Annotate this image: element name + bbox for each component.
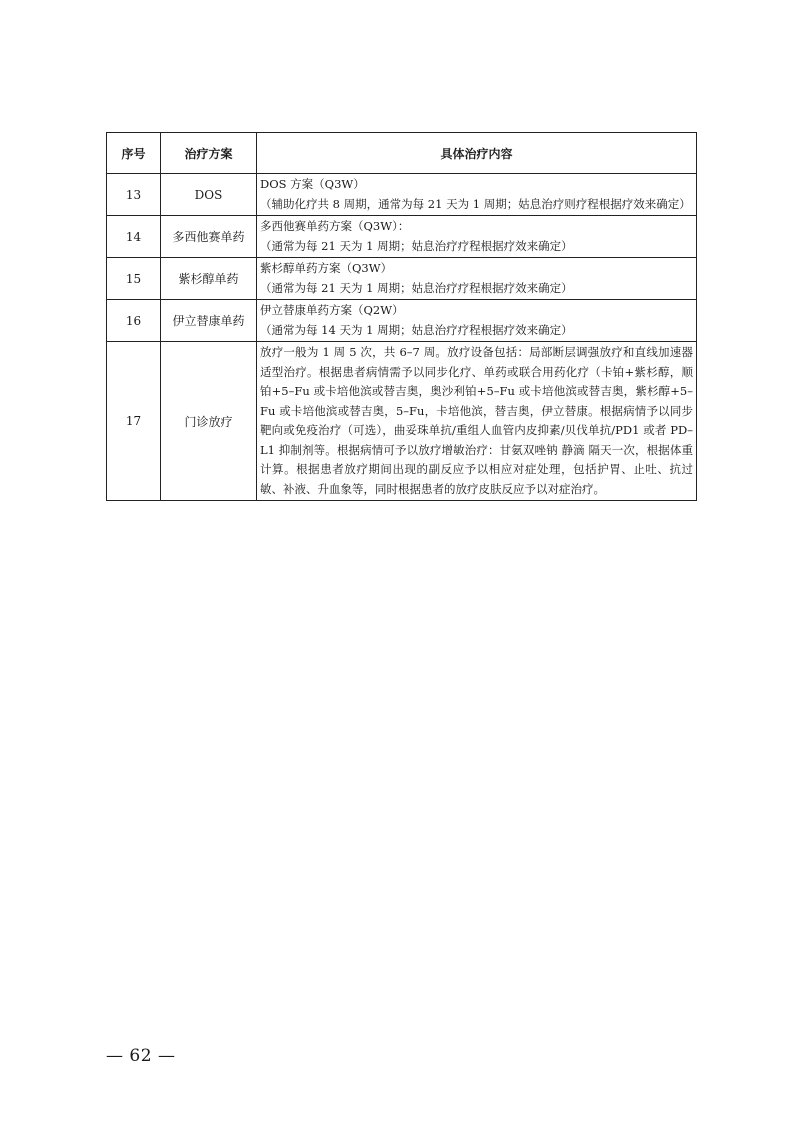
row-content <box>257 258 697 300</box>
row-number: 16 <box>107 300 161 342</box>
header-treatment-plan: 治疗方案 <box>161 133 257 174</box>
row-content <box>257 342 697 501</box>
row-number: 13 <box>107 174 161 216</box>
table-row <box>107 258 697 300</box>
row-number: 14 <box>107 216 161 258</box>
row-plan: 伊立替康单药 <box>161 300 257 342</box>
row-plan: 紫杉醇单药 <box>161 258 257 300</box>
row-content <box>257 174 697 216</box>
content-line: （通常为每 14 天为 1 周期；姑息治疗疗程根据疗效来确定） <box>260 322 573 337</box>
content-line: （辅助化疗共 8 周期，通常为每 21 天为 1 周期；姑息治疗则疗程根据疗效来确定） <box>260 196 691 211</box>
table-row <box>107 174 697 216</box>
table-row <box>107 342 697 501</box>
row-plan: DOS <box>161 174 257 216</box>
content-line: 伊立替康单药方案（Q2W） <box>260 303 404 317</box>
table-row <box>107 216 697 258</box>
header-treatment-content: 具体治疗内容 <box>257 133 697 174</box>
header-serial-number: 序号 <box>107 133 161 174</box>
page-number: — 62 — <box>106 1046 176 1066</box>
row-number: 15 <box>107 258 161 300</box>
table-row <box>107 300 697 342</box>
treatment-regimen-table <box>106 132 697 501</box>
content-line: 多西他赛单药方案（Q3W）： <box>260 219 410 233</box>
row-content <box>257 300 697 342</box>
row-plan: 多西他赛单药 <box>161 216 257 258</box>
row-plan: 门诊放疗 <box>161 342 257 501</box>
content-line: 放疗一般为 1 周 5 次，共 6–7 周。放疗设备包括：局部断层调强放疗和直线加速器适型治疗。根据患者病情需予以同步化疗、单药或联合用药化疗（卡铂+紫杉醇，顺铂+5–Fu 或卡培他滨或替吉奥，奥沙利铂+5–Fu 或卡培他滨或替吉奥，紫杉醇+5–Fu 或卡培他滨或替吉奥，5–Fu，卡培他滨，替吉奥，伊立替康。根据病情予以同步靶向或免疫治疗（可选），曲妥珠单抗/重组人血管内皮抑素/贝伐单抗/PD1 或者 PD–L1 抑制剂等。根据病情可予以放疗增敏治疗：甘氨双唑钠 静滴 隔天一次，根据体重计算。根据患者放疗期间出现的副反应予以相应对症处理，包括护胃、止吐、抗过敏、补液、升血象等，同时根据患者的放疗皮肤反应予以对症治疗。 <box>260 345 693 496</box>
table-header-row <box>107 133 697 174</box>
row-content <box>257 216 697 258</box>
content-line: 紫杉醇单药方案（Q3W） <box>260 261 393 275</box>
row-number: 17 <box>107 342 161 501</box>
content-line: DOS 方案（Q3W） <box>260 177 365 191</box>
content-line: （通常为每 21 天为 1 周期；姑息治疗疗程根据疗效来确定） <box>260 280 573 295</box>
content-line: （通常为每 21 天为 1 周期；姑息治疗疗程根据疗效来确定） <box>260 238 573 253</box>
